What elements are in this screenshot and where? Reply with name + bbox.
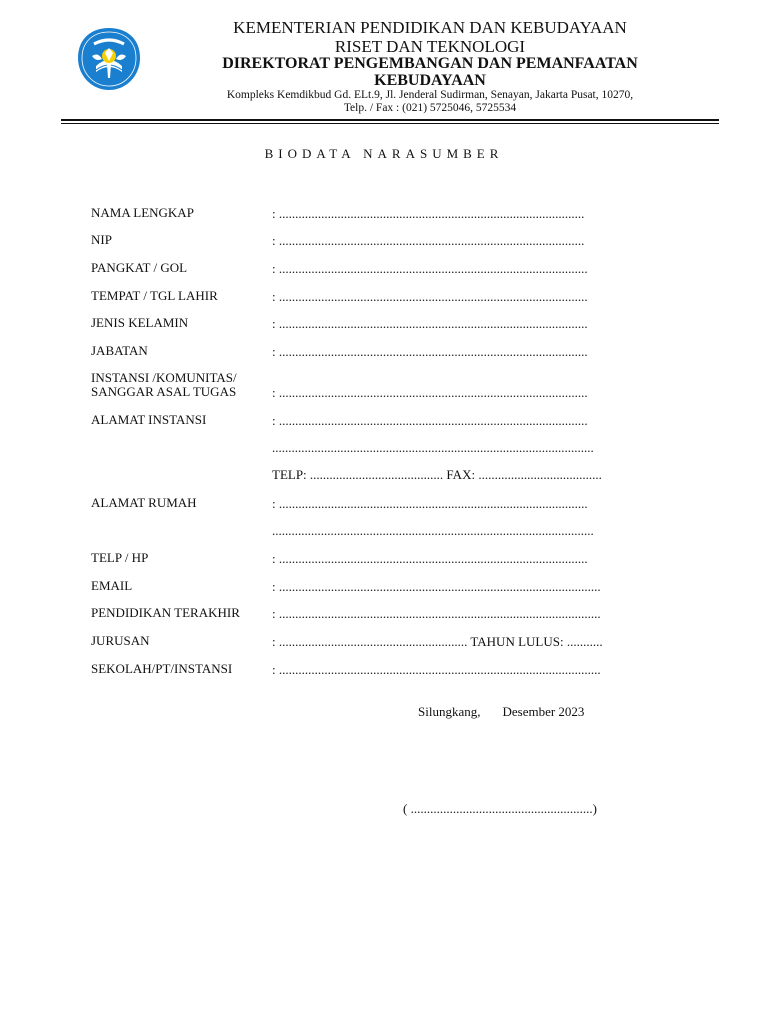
field-instansi[interactable]: : ...............................................................................................: [272, 385, 588, 400]
ministry-name: KEMENTERIAN PENDIDIKAN DAN KEBUDAYAAN: [233, 18, 627, 37]
label-telp-hp: TELP / HP: [91, 550, 149, 565]
phone-fax-line: Telp. / Fax : (021) 5725046, 5725534: [343, 102, 517, 114]
field-alamat-rumah-cont[interactable]: ...................................................................................................: [272, 523, 594, 538]
document-title: BIODATA NARASUMBER: [264, 146, 504, 161]
field-telp-hp[interactable]: : ...............................................................................................: [272, 551, 588, 566]
field-email[interactable]: : ...................................................................................................: [272, 579, 601, 594]
signature-place-date: [418, 704, 584, 720]
label-alamat-rumah: ALAMAT RUMAH: [91, 495, 197, 510]
field-jabatan[interactable]: : ...............................................................................................: [272, 344, 588, 359]
label-jenis-kelamin: JENIS KELAMIN: [91, 315, 189, 330]
signature-place: Silungkang,: [418, 704, 481, 719]
label-email: EMAIL: [91, 578, 133, 593]
field-telp-fax[interactable]: TELP: ......................................... FAX: ......................................: [272, 467, 602, 482]
signature-name-line[interactable]: ( ........................................................): [403, 801, 597, 816]
header-divider-thin: [61, 123, 719, 124]
label-nama-lengkap: NAMA LENGKAP: [91, 205, 194, 220]
tut-wuri-handayani-logo: [74, 26, 144, 92]
label-pangkat-gol: PANGKAT / GOL: [91, 260, 188, 275]
label-nip: NIP: [91, 232, 112, 247]
label-instansi-line2: SANGGAR ASAL TUGAS: [91, 384, 237, 399]
label-instansi-line1: INSTANSI /KOMUNITAS/: [91, 370, 237, 385]
header-divider: [61, 119, 719, 121]
label-alamat-instansi: ALAMAT INSTANSI: [91, 412, 207, 427]
field-nip[interactable]: : ..............................................................................................: [272, 233, 585, 248]
field-pangkat-gol[interactable]: : ...............................................................................................: [272, 261, 588, 276]
label-tempat-tgl-lahir: TEMPAT / TGL LAHIR: [91, 288, 218, 303]
label-jabatan: JABATAN: [91, 343, 148, 358]
directorate-name-cont: KEBUDAYAAN: [374, 72, 486, 89]
label-sekolah-pt-instansi: SEKOLAH/PT/INSTANSI: [91, 661, 233, 676]
field-tempat-tgl-lahir[interactable]: : ...............................................................................................: [272, 289, 588, 304]
ministry-subname: RISET DAN TEKNOLOGI: [334, 37, 526, 56]
field-pendidikan-terakhir[interactable]: : ...................................................................................................: [272, 606, 601, 621]
address-line: Kompleks Kemdikbud Gd. ELt.9, Jl. Jenderal Sudirman, Senayan, Jakarta Pusat, 10270,: [226, 89, 634, 101]
field-sekolah-pt-instansi[interactable]: : ...................................................................................................: [272, 662, 601, 677]
field-jurusan-tahun-lulus[interactable]: : .......................................................... TAHUN LULUS: ...........: [272, 634, 603, 649]
directorate-name: DIREKTORAT PENGEMBANGAN DAN PEMANFAATAN: [222, 55, 638, 72]
field-alamat-instansi[interactable]: : ...............................................................................................: [272, 413, 588, 428]
field-alamat-rumah[interactable]: : ...............................................................................................: [272, 496, 588, 511]
field-nama-lengkap[interactable]: : ..............................................................................................: [272, 206, 585, 221]
label-pendidikan-terakhir: PENDIDIKAN TERAKHIR: [91, 605, 240, 620]
field-alamat-instansi-cont[interactable]: ...................................................................................................: [272, 440, 594, 455]
signature-date: Desember 2023: [502, 704, 585, 719]
label-jurusan: JURUSAN: [91, 633, 150, 648]
field-jenis-kelamin[interactable]: : ...............................................................................................: [272, 316, 588, 331]
